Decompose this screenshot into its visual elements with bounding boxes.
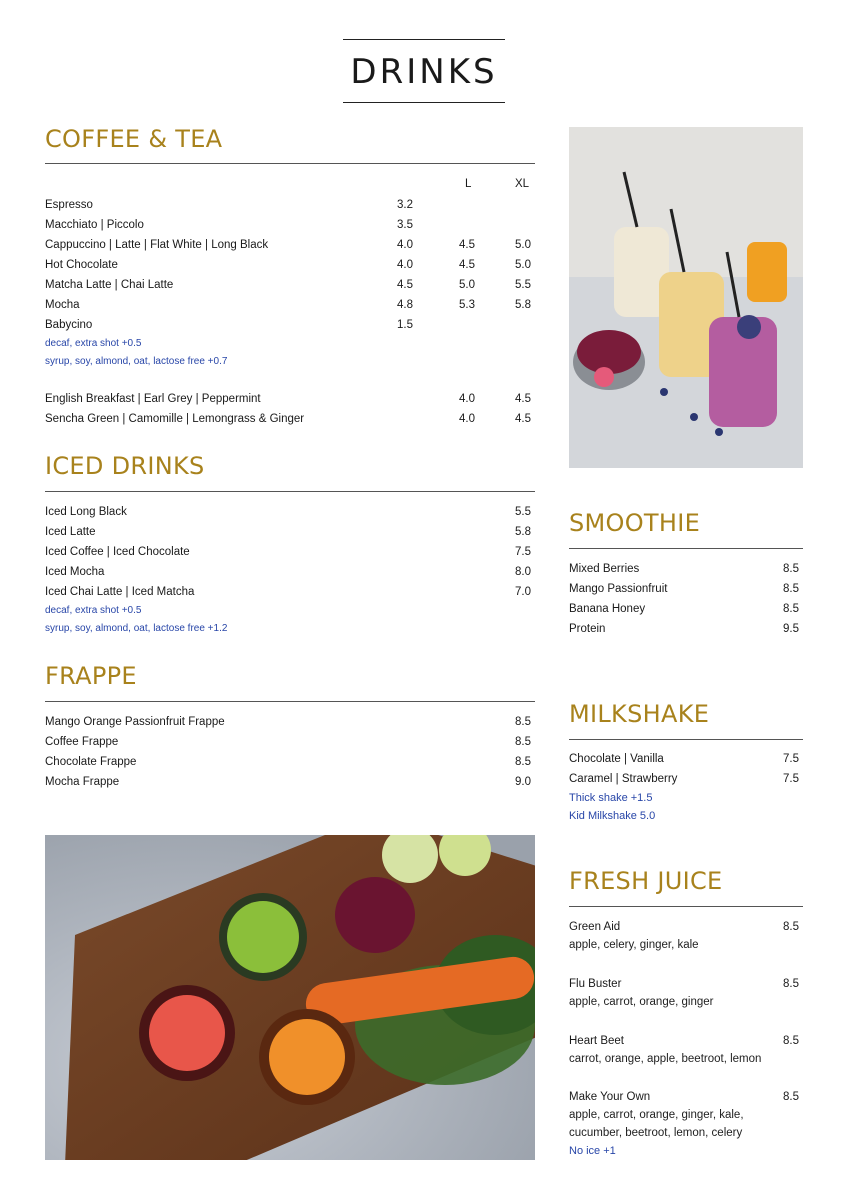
menu-item: Iced Latte 5.8 bbox=[45, 526, 531, 538]
juice-note-ice: No ice +1 bbox=[569, 1145, 616, 1157]
page-title: DRINKS bbox=[350, 52, 498, 92]
menu-item: Matcha Latte | Chai Latte 4.5 5.0 5.5 bbox=[45, 279, 531, 291]
milkshake-rule bbox=[569, 739, 803, 740]
menu-item: Green Aid 8.5 bbox=[569, 921, 799, 933]
menu-item: Mango Passionfruit 8.5 bbox=[569, 583, 799, 595]
iced-note-extras: decaf, extra shot +0.5 bbox=[45, 605, 142, 616]
coffee-tea-rule bbox=[45, 163, 535, 164]
menu-item: Espresso 3.2 bbox=[45, 199, 413, 211]
menu-item: Heart Beet 8.5 bbox=[569, 1035, 799, 1047]
menu-item: Caramel | Strawberry 7.5 bbox=[569, 773, 799, 785]
iced-rule bbox=[45, 491, 535, 492]
menu-item: Chocolate Frappe 8.5 bbox=[45, 756, 531, 768]
menu-item: Sencha Green | Camomille | Lemongrass & Ginger 4.0 4.5 bbox=[45, 413, 531, 425]
coffee-note-extras: decaf, extra shot +0.5 bbox=[45, 338, 142, 349]
smoothie-jars-photo bbox=[569, 127, 803, 468]
menu-item: Mocha 4.8 5.3 5.8 bbox=[45, 299, 531, 311]
title-rule-bottom bbox=[343, 102, 505, 103]
item-description: apple, carrot, orange, ginger, kale, cucumber, beetroot, lemon, celery bbox=[569, 1109, 744, 1139]
menu-item: Mixed Berries 8.5 bbox=[569, 563, 799, 575]
milkshake-heading: MILKSHAKE bbox=[569, 700, 710, 728]
menu-item: Make Your Own 8.5 bbox=[569, 1091, 799, 1103]
menu-item: Flu Buster 8.5 bbox=[569, 978, 799, 990]
frappe-heading: FRAPPE bbox=[45, 662, 137, 690]
menu-item: Coffee Frappe 8.5 bbox=[45, 736, 531, 748]
coffee-tea-heading: COFFEE & TEA bbox=[45, 125, 223, 153]
iced-note-milk: syrup, soy, almond, oat, lactose free +1.2 bbox=[45, 623, 228, 634]
menu-item: Iced Coffee | Iced Chocolate 7.5 bbox=[45, 546, 531, 558]
menu-item: Macchiato | Piccolo 3.5 bbox=[45, 219, 413, 231]
menu-item: Iced Chai Latte | Iced Matcha 7.0 bbox=[45, 586, 531, 598]
frappe-rule bbox=[45, 701, 535, 702]
menu-item: English Breakfast | Earl Grey | Peppermint 4.0 4.5 bbox=[45, 393, 531, 405]
title-rule-top bbox=[343, 39, 505, 40]
item-description: apple, carrot, orange, ginger bbox=[569, 996, 714, 1008]
col-xl-label: XL bbox=[515, 178, 530, 190]
smoothie-rule bbox=[569, 548, 803, 549]
menu-item: Iced Long Black 5.5 bbox=[45, 506, 531, 518]
menu-item: Mocha Frappe 9.0 bbox=[45, 776, 531, 788]
juice-bottles-photo bbox=[45, 835, 535, 1160]
menu-item: Babycino 1.5 bbox=[45, 319, 413, 331]
coffee-note-milk: syrup, soy, almond, oat, lactose free +0.7 bbox=[45, 356, 228, 367]
menu-item: Cappuccino | Latte | Flat White | Long Black 4.0 4.5 5.0 bbox=[45, 239, 531, 251]
menu-item: Hot Chocolate 4.0 4.5 5.0 bbox=[45, 259, 531, 271]
menu-item: Banana Honey 8.5 bbox=[569, 603, 799, 615]
iced-heading: ICED DRINKS bbox=[45, 452, 205, 480]
smoothie-heading: SMOOTHIE bbox=[569, 509, 701, 537]
menu-item: Mango Orange Passionfruit Frappe 8.5 bbox=[45, 716, 531, 728]
milkshake-note-kid: Kid Milkshake 5.0 bbox=[569, 810, 656, 822]
item-description: apple, celery, ginger, kale bbox=[569, 939, 699, 951]
juice-rule bbox=[569, 906, 803, 907]
menu-item: Iced Mocha 8.0 bbox=[45, 566, 531, 578]
juice-list bbox=[569, 917, 799, 1167]
col-l-label: L bbox=[465, 178, 472, 190]
milkshake-note-thick: Thick shake +1.5 bbox=[569, 792, 653, 804]
menu-item: Chocolate | Vanilla 7.5 bbox=[569, 753, 799, 765]
menu-item: Protein 9.5 bbox=[569, 623, 799, 635]
juice-heading: FRESH JUICE bbox=[569, 867, 723, 895]
item-description: carrot, orange, apple, beetroot, lemon bbox=[569, 1053, 762, 1065]
